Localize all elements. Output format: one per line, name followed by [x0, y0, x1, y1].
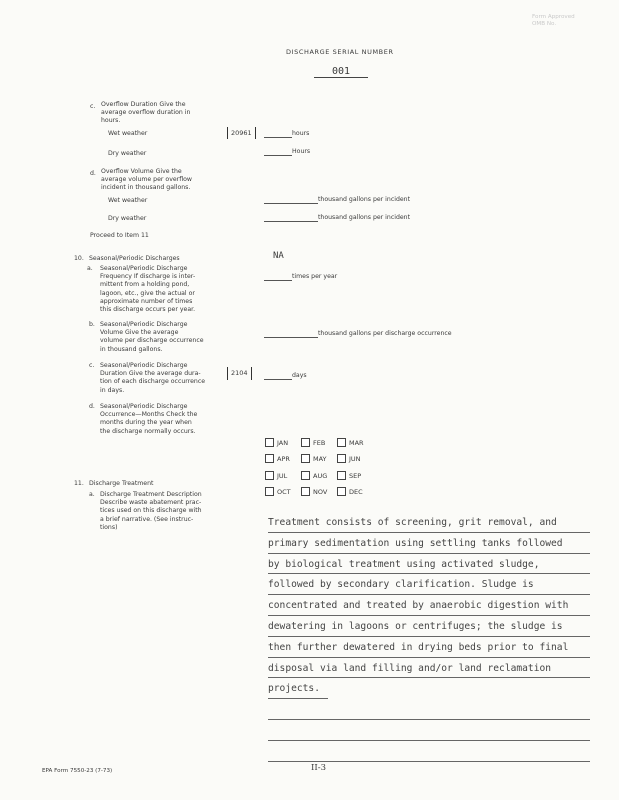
discharge-serial-number: 001 [314, 66, 368, 78]
corner-note-line2: OMB No. [532, 21, 557, 27]
item-d-description: Overflow Volume Give the average volume per overflow incident in thousand gallons. [101, 168, 192, 192]
item-c-wet-field: hours [264, 130, 309, 138]
form-number: EPA Form 7550-23 (7-73) [42, 768, 113, 774]
item-10b-field: thousand gallons per discharge occurrence [264, 330, 452, 338]
item-10c-label: c. [89, 362, 95, 369]
item-11a-description: Discharge Treatment Description Describe waste abatement prac- tices used on this discharge with a brief narrative. (See instruc- tions) [100, 491, 202, 531]
narrative-line [268, 720, 590, 741]
item-d-wet-field: thousand gallons per incident [264, 196, 410, 204]
item-11a-label: a. [89, 491, 95, 498]
narrative-line: concentrated and treated by anaerobic digestion with [268, 595, 590, 616]
proceed-instruction: Proceed to Item 11 [90, 232, 149, 239]
narrative-line: Treatment consists of screening, grit removal, and [268, 512, 590, 533]
item-c-dry-field: Hours [264, 148, 310, 156]
item-10c-field: days [264, 372, 307, 380]
month-may-checkbox[interactable]: MAY [301, 454, 327, 463]
narrative-line: by biological treatment using activated sludge, [268, 554, 590, 575]
item-11-title: Discharge Treatment [89, 480, 154, 487]
item-c-dry-label: Dry weather [108, 150, 147, 157]
month-jun-checkbox[interactable]: JUN [337, 454, 361, 463]
item-10-number: 10. [74, 255, 84, 262]
item-d-wet-label: Wet weather [108, 197, 148, 204]
narrative-line [268, 699, 590, 720]
item-11-number: 11. [74, 480, 84, 487]
month-jan-checkbox[interactable]: JAN [265, 438, 288, 447]
narrative-line: then further dewatered in drying beds prior to final [268, 637, 590, 658]
month-dec-checkbox[interactable]: DEC [337, 487, 363, 496]
item-d-label: d. [90, 170, 96, 177]
item-10d-label: d. [89, 403, 95, 410]
month-apr-checkbox[interactable]: APR [265, 454, 290, 463]
item-c-wet-value: 20961 [227, 127, 256, 139]
item-d-dry-field: thousand gallons per incident [264, 214, 410, 222]
month-mar-checkbox[interactable]: MAR [337, 438, 364, 447]
item-10b-label: b. [89, 321, 95, 328]
item-10a-field: times per year [264, 273, 337, 281]
item-10a-description: Seasonal/Periodic Discharge Frequency If discharge is inter- mittent from a holding pond, lagoon, etc., give the actual or approximate number of times this discharge occurs per year. [100, 265, 196, 314]
item-c-label: c. [90, 103, 96, 110]
item-10c-value: 2104 [227, 367, 252, 380]
narrative-line: followed by secondary clarification. Sludge is [268, 574, 590, 595]
item-10-title: Seasonal/Periodic Discharges [89, 255, 180, 262]
month-jul-checkbox[interactable]: JUL [265, 471, 287, 480]
narrative-line: primary sedimentation using settling tanks followed [268, 533, 590, 554]
item-10b-description: Seasonal/Periodic Discharge Volume Give the average volume per discharge occurrence in thousand gallons. [100, 321, 204, 353]
discharge-serial-title: DISCHARGE SERIAL NUMBER [286, 48, 394, 56]
item-10c-description: Seasonal/Periodic Discharge Duration Give the average dura- tion of each discharge occurrence in days. [100, 362, 206, 394]
item-10a-label: a. [87, 265, 93, 272]
item-c-description: Overflow Duration Give the average overflow duration in hours. [101, 101, 191, 125]
item-10d-description: Seasonal/Periodic Discharge Occurrence—Months Check the months during the year when the discharge normally occurs. [100, 403, 198, 435]
narrative-line: projects. [268, 678, 328, 699]
treatment-narrative [268, 512, 590, 762]
month-sep-checkbox[interactable]: SEP [337, 471, 361, 480]
month-oct-checkbox[interactable]: OCT [265, 487, 291, 496]
narrative-line: disposal via land filling and/or land reclamation [268, 658, 590, 679]
narrative-line [268, 741, 590, 762]
item-10-na: NA [273, 251, 284, 261]
item-d-dry-label: Dry weather [108, 215, 147, 222]
corner-note-line1: Form Approved [532, 14, 575, 20]
page-number: II-3 [311, 763, 326, 773]
month-aug-checkbox[interactable]: AUG [301, 471, 327, 480]
narrative-line: dewatering in lagoons or centrifuges; the sludge is [268, 616, 590, 637]
item-c-wet-label: Wet weather [108, 130, 148, 137]
month-feb-checkbox[interactable]: FEB [301, 438, 325, 447]
month-nov-checkbox[interactable]: NOV [301, 487, 327, 496]
